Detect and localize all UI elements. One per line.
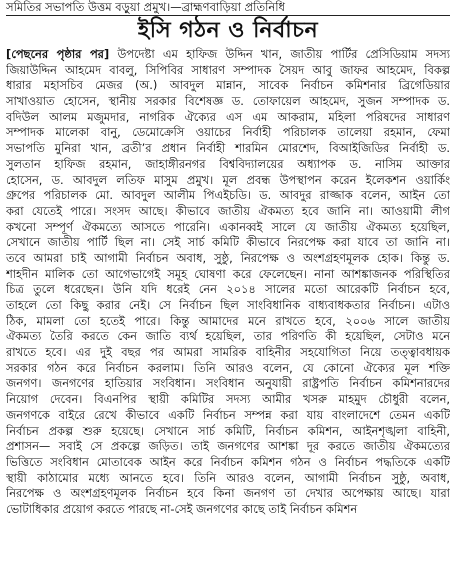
- article-line: [6, 376, 450, 392]
- previous-article-tail: সমিতির সভাপতি উত্তম বড়ুয়া প্রমুখ।—ব্রাহ্মণবাড়িয়া প্রতিনিধি: [6, 0, 450, 16]
- article-line: [6, 345, 450, 361]
- article-headline: ইসি গঠন ও নির্বাচন: [137, 18, 319, 43]
- article-line: [6, 110, 450, 126]
- article-line: [6, 125, 450, 141]
- article-line-text: সুলতান হাফিজ রহমান, জাহাঙ্গীরনগর বিশ্ববিদ্যালয়ের অধ্যাপক ড. নাসিম আক্তার: [6, 156, 450, 171]
- article-line: [6, 471, 450, 487]
- article-line: [6, 47, 450, 63]
- article-line-text: নিরপেক্ষ ও অংশগ্রহণমূলক নির্বাচন হবে কিনা জনগণ তা দেখার অপেক্ষায় আছে। যারা: [6, 486, 450, 501]
- article-line-text: প্রশাসন— সবাই সে প্রকল্পে জড়িত। তাই জনগণের আশঙ্কা দূর করতে জাতীয় ঐকমত্যের: [6, 439, 450, 454]
- article-line: [6, 188, 450, 204]
- article-line-text: ধারার মহাসচিব মেজর (অ.) আবদুল মান্নান, সাবেক নির্বাচন কমিশনার ব্রিগেডিয়ার: [6, 78, 450, 93]
- article-line: [6, 502, 450, 518]
- article-line-text: নির্বাচন প্রকল্প শুরু হয়েছে। সেখানে সার্চ কমিটি, নির্বাচন কমিশন, আইনশৃঙ্খলা বাহিনী,: [6, 423, 450, 438]
- article-line-text: জনগণকে বাইরে রেখে কীভাবে একটি নির্বাচন সম্পন্ন করা যায় বাংলাদেশে তেমন একটি: [6, 407, 450, 422]
- article-line: [6, 455, 450, 471]
- article-line: [6, 408, 450, 424]
- article-line-text: স্থায়ী কাঠামোর মধ্যে আনতে হবে। তিনি আরও বলেন, আগামী নির্বাচন সুষ্ঠু, অবাধ,: [6, 470, 450, 485]
- article-line-text: ভোটাধিকার প্রয়োগ করতে পারছে না-সেই জনগণের কাছে তাই নির্বাচন কমিশন: [6, 501, 358, 516]
- article-line-text: তবে আমরা চাই আগামী নির্বাচন অবাধ, সুষ্ঠু, নিরপেক্ষ ও অংশগ্রহণমূলক হোক। কিন্তু ড.: [6, 250, 450, 265]
- article-line: [6, 439, 450, 455]
- article-line-text: তাহলে তো কিছু করার নেই। সে নির্বাচন ছিল সাংবিধানিক বাধ্যবাধকতার নির্বাচন। এটাও: [6, 298, 450, 312]
- article-line: [6, 486, 450, 502]
- article-line: [6, 361, 450, 377]
- article-line: [6, 298, 450, 314]
- article-line: [6, 314, 450, 330]
- article-line-text: নিয়োগ দেবেন। বিএনপির স্থায়ী কমিটির সদস্য আমীর খসরু মাহমুদ চৌধুরী বলেন,: [6, 392, 450, 407]
- article-line-text: জনগণ। জনগণের হাতিয়ার সংবিধান। সংবিধান অনুযায়ী রাষ্ট্রপতি নির্বাচন কমিশনারদের: [6, 376, 450, 391]
- article-body: [6, 47, 450, 518]
- article-line: [6, 235, 450, 251]
- article-line: [6, 329, 450, 345]
- article-line: [6, 251, 450, 267]
- article-line: [6, 204, 450, 220]
- article-line-text: হোসেন, ড. আবদুল লতিফ মাসুম প্রমুখ। মূল প্রবন্ধ উপস্থাপন করেন ইলেকশন ওয়ার্কিং: [6, 172, 450, 187]
- article-line-text: সাখাওয়াত হোসেন, স্থানীয় সরকার বিশেষজ্ঞ ড. তোফায়েল আহমেদ, সুজন সম্পাদক ড.: [6, 94, 450, 109]
- article-line-text: সেখানে জাতীয় পার্টি ছিল না। সেই সার্চ কমিটি কীভাবে নিরপেক্ষ করা যাবে তা জানি না।: [6, 235, 450, 250]
- article-line-text: শাহদীন মালিক তো আগেভাগেই সমূহ ঘোষণা করে ফেলেছেন। নানা আশঙ্কাজনক পরিস্থিতির: [6, 266, 450, 281]
- article-line: [6, 392, 450, 408]
- article-line: [6, 173, 450, 189]
- article-line-text: উপদেষ্টা এম হাফিজ উদ্দিন খান, জাতীয় পার্টির প্রেসিডিয়াম সদস্য: [109, 47, 450, 61]
- article-line: [6, 63, 450, 79]
- article-line: [6, 157, 450, 173]
- article-line-text: ভিত্তিতে সংবিধান মোতাবেক আইন করে নির্বাচন কমিশন গঠন ও নির্বাচন পদ্ধতিকে একটি: [6, 454, 450, 469]
- article-line-text: রাখতে হবে। এর দুই বছর পর আমরা সামরিক বাহিনীর সহযোগিতা নিয়ে তত্ত্বাবধায়ক: [6, 345, 450, 360]
- article-line-text: জিয়াউদ্দিন আহমেদ বাবলু, সিপিবির সাধারণ সম্পাদক সৈয়দ আবু জাফর আহমেদ, বিকল্প: [6, 62, 450, 77]
- article-line-text: সরকার গঠন করে নির্বাচন করলাম। তিনি আরও বলেন, যে কোনো ঐক্যের মূল শক্তি: [6, 360, 450, 375]
- article-line-text: চিত্র তুলে ধরেছেন। উনি যদি ধরেই নেন ২০১৪ সালের মতো আরেকটি নির্বাচন হবে,: [6, 282, 450, 297]
- article-line: [6, 282, 450, 298]
- article-line-text: গ্রুপের পরিচালক মো. আবদুল আলীম পিএইচডি। ড. আবদুর রাজ্জাক বলেন, আইন তো: [6, 188, 450, 203]
- continuation-marker: [পেছনের পৃষ্ঠার পর]: [6, 47, 110, 61]
- article-line: [6, 267, 450, 283]
- article-line-text: করা যেতেই পারে। সংসদ আছে। কীভাবে জাতীয় ঐকমত্য হবে জানি না। আওয়ামী লীগ: [6, 203, 450, 218]
- article-line: [6, 141, 450, 157]
- article-line: [6, 220, 450, 236]
- article-line-text: কখনো সম্পূর্ণ ঐকমত্যে আসতে পারেনি। একানব্বই সালে যে জাতীয় ঐকমত্য হয়েছিল,: [6, 219, 450, 234]
- article-line-text: বদিউল আলম মজুমদার, নাগরিক ঐক্যের এস এম আকরাম, মহিলা পরিষদের সাধারণ: [6, 109, 450, 124]
- article-line-text: সম্পাদক মালেকা বানু, ডেমোক্রেসি ওয়াচের নির্বাহী পরিচালক তালেয়া রহমান, ফেমা: [6, 125, 450, 140]
- article-line: [6, 78, 450, 94]
- article-line-text: ঠিক, মামলা তো হতেই পারে। কিন্তু আমাদের মনে রাখতে হবে, ২০০৬ সালে জাতীয়: [6, 313, 450, 328]
- article-line: [6, 424, 450, 440]
- article-line-text: সভাপতি মুনিরা খান, ব্রতী’র প্রধান নির্বাহী শারমিন মোরশেদ, বিআইজিডির নির্বাহী ড.: [6, 141, 450, 156]
- article-line: [6, 94, 450, 110]
- article-line-text: ঐকমত্য তৈরি করতে কেন জাতি ব্যর্থ হয়েছিল, তার পরিণতি কী হয়েছিল, সেটাও মনে: [6, 329, 450, 344]
